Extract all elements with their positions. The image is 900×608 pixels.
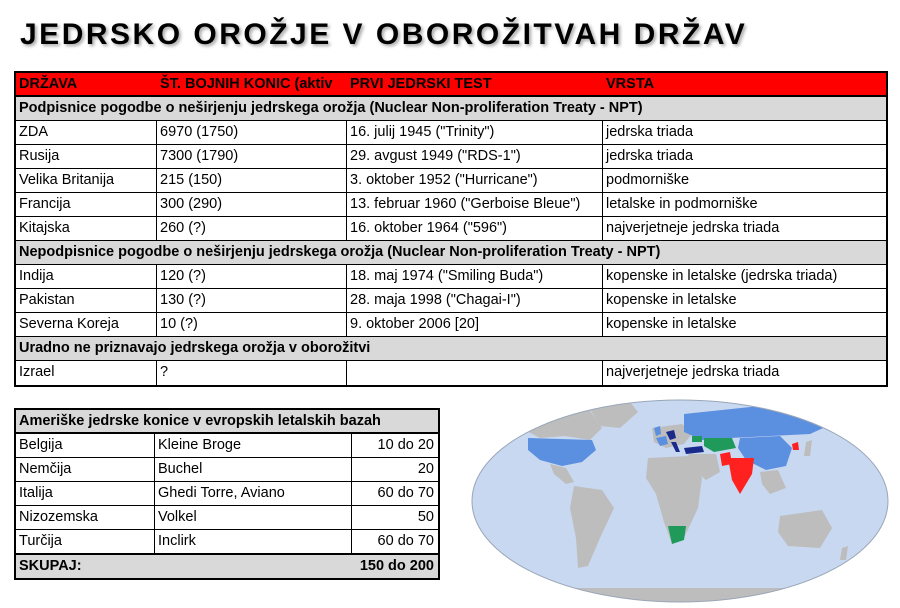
count-cell: 50 bbox=[417, 509, 434, 525]
type-cell: jedrska triada bbox=[606, 148, 694, 164]
first-test-cell bbox=[347, 361, 603, 385]
country-cell: Italija bbox=[16, 482, 155, 505]
warheads-cell: 260 (?) bbox=[157, 217, 347, 240]
us-table-header bbox=[16, 410, 438, 434]
section-header-npt bbox=[16, 97, 886, 121]
count-cell: 10 do 20 bbox=[377, 437, 434, 453]
table-row bbox=[16, 434, 438, 458]
count-cell: 60 do 70 bbox=[377, 533, 434, 549]
base-cell: Inclirk bbox=[155, 530, 352, 553]
first-test-cell: 18. maj 1974 ("Smiling Buda") bbox=[347, 265, 603, 288]
country-cell: Rusija bbox=[16, 145, 157, 168]
table-row bbox=[16, 217, 886, 241]
country-cell: Velika Britanija bbox=[16, 169, 157, 192]
section-header-non-npt bbox=[16, 241, 886, 265]
us-table-title: Ameriške jedrske konice v evropskih letalskih bazah bbox=[19, 413, 381, 429]
first-test-cell: 29. avgust 1949 ("RDS-1") bbox=[347, 145, 603, 168]
table-row bbox=[16, 265, 886, 289]
table-row bbox=[16, 458, 438, 482]
first-test-cell: 28. maja 1998 ("Chagai-I") bbox=[347, 289, 603, 312]
section-title: Podpisnice pogodbe o neširjenju jedrskega orožja (Nuclear Non-proliferation Treaty - NPT) bbox=[19, 100, 643, 116]
country-cell: Izrael bbox=[16, 361, 157, 385]
warheads-cell: 215 (150) bbox=[157, 169, 347, 192]
warheads-cell: ? bbox=[157, 361, 347, 385]
first-test-cell: 16. oktober 1964 ("596") bbox=[347, 217, 603, 240]
map-caucasus bbox=[692, 436, 702, 442]
warheads-cell: 6970 (1750) bbox=[157, 121, 347, 144]
base-cell: Kleine Broge bbox=[155, 434, 352, 457]
header-warheads: ŠT. BOJNIH KONIC (aktiv bbox=[160, 76, 333, 92]
section-header-unacknowledged bbox=[16, 337, 886, 361]
type-cell: letalske in podmorniške bbox=[606, 196, 758, 212]
table-header-row bbox=[16, 73, 886, 97]
first-test-cell: 9. oktober 2006 [20] bbox=[347, 313, 603, 336]
country-cell: Belgija bbox=[16, 434, 155, 457]
table-row bbox=[16, 506, 438, 530]
base-cell: Volkel bbox=[155, 506, 352, 529]
world-map bbox=[470, 398, 890, 603]
base-cell: Buchel bbox=[155, 458, 352, 481]
total-spacer bbox=[155, 555, 352, 578]
table-row bbox=[16, 482, 438, 506]
total-row bbox=[16, 554, 438, 578]
warheads-cell: 120 (?) bbox=[157, 265, 347, 288]
country-cell: ZDA bbox=[16, 121, 157, 144]
table-row bbox=[16, 121, 886, 145]
table-row bbox=[16, 313, 886, 337]
map-canada bbox=[525, 408, 602, 440]
us-warheads-table bbox=[14, 408, 440, 580]
header-country: DRŽAVA bbox=[19, 76, 78, 92]
map-antarctica bbox=[510, 588, 850, 603]
warheads-cell: 300 (290) bbox=[157, 193, 347, 216]
country-cell: Pakistan bbox=[16, 289, 157, 312]
type-cell: jedrska triada bbox=[606, 124, 694, 140]
first-test-cell: 3. oktober 1952 ("Hurricane") bbox=[347, 169, 603, 192]
first-test-cell: 13. februar 1960 ("Gerboise Bleue") bbox=[347, 193, 603, 216]
count-cell: 60 do 70 bbox=[377, 485, 434, 501]
section-title: Nepodpisnice pogodbe o neširjenju jedrskega orožja (Nuclear Non-proliferation Treaty - NPT) bbox=[19, 244, 661, 260]
table-row bbox=[16, 169, 886, 193]
type-cell: kopenske in letalske bbox=[606, 292, 737, 308]
country-cell: Francija bbox=[16, 193, 157, 216]
header-first-test: PRVI JEDRSKI TEST bbox=[350, 76, 492, 92]
type-cell: podmorniške bbox=[606, 172, 690, 188]
type-cell: kopenske in letalske bbox=[606, 316, 737, 332]
type-cell: najverjetneje jedrska triada bbox=[606, 220, 780, 236]
table-row bbox=[16, 361, 886, 385]
nuclear-states-table bbox=[14, 71, 888, 387]
country-cell: Kitajska bbox=[16, 217, 157, 240]
total-label: SKUPAJ: bbox=[19, 558, 82, 574]
count-cell: 20 bbox=[417, 461, 434, 477]
header-type: VRSTA bbox=[606, 76, 655, 92]
table-row bbox=[16, 145, 886, 169]
warheads-cell: 7300 (1790) bbox=[157, 145, 347, 168]
type-cell: kopenske in letalske (jedrska triada) bbox=[606, 268, 838, 284]
country-cell: Severna Koreja bbox=[16, 313, 157, 336]
section-title: Uradno ne priznavajo jedrskega orožja v oborožitvi bbox=[19, 340, 371, 356]
first-test-cell: 16. julij 1945 ("Trinity") bbox=[347, 121, 603, 144]
warheads-cell: 130 (?) bbox=[157, 289, 347, 312]
type-cell: najverjetneje jedrska triada bbox=[606, 364, 780, 380]
table-row bbox=[16, 193, 886, 217]
total-value: 150 do 200 bbox=[359, 558, 434, 574]
table-row bbox=[16, 289, 886, 313]
warheads-cell: 10 (?) bbox=[157, 313, 347, 336]
country-cell: Nemčija bbox=[16, 458, 155, 481]
country-cell: Indija bbox=[16, 265, 157, 288]
base-cell: Ghedi Torre, Aviano bbox=[155, 482, 352, 505]
table-row bbox=[16, 530, 438, 554]
country-cell: Nizozemska bbox=[16, 506, 155, 529]
country-cell: Turčija bbox=[16, 530, 155, 553]
page-title: JEDRSKO OROŽJE V OBOROŽITVAH DRŽAV bbox=[20, 18, 748, 51]
